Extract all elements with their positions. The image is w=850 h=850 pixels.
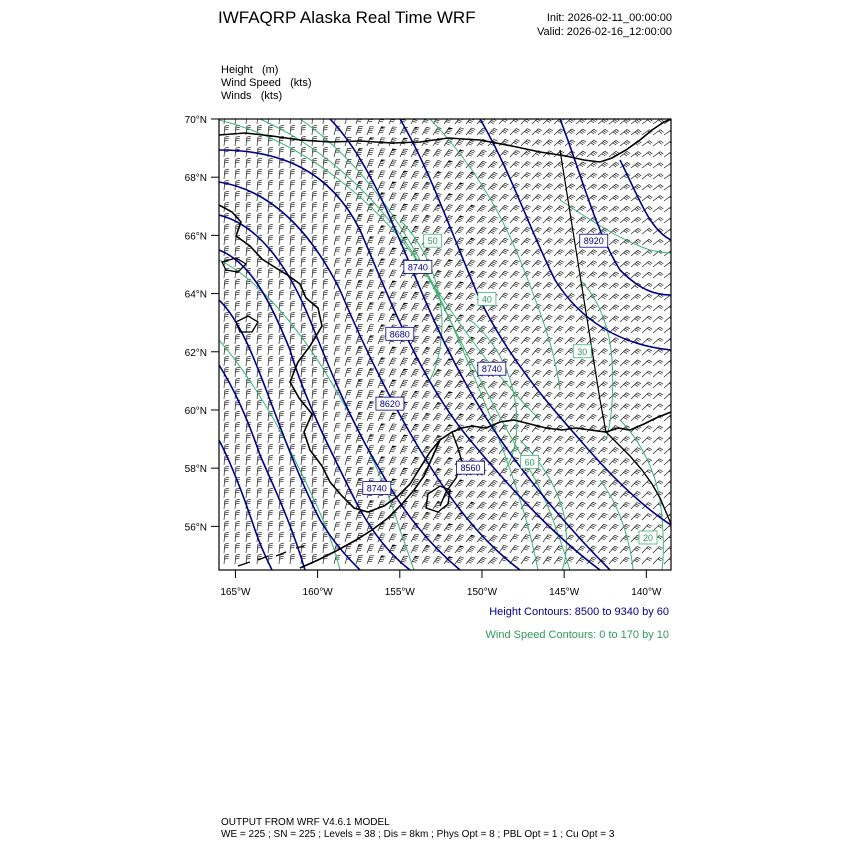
wind-speed-contour-label: 60 xyxy=(524,457,535,468)
lon-tick-label: 165°W xyxy=(220,587,251,598)
wind-speed-contour-label: 50 xyxy=(427,236,438,247)
height-contour-legend: Height Contours: 8500 to 9340 by 60 xyxy=(489,606,669,618)
height-contour-label: 8740 xyxy=(366,483,387,494)
wind-speed-contour-label: 30 xyxy=(577,346,588,357)
height-contour-label: 8620 xyxy=(379,399,400,410)
height-contour-label: 8560 xyxy=(460,463,481,474)
model-info-line-2: WE = 225 ; SN = 225 ; Levels = 38 ; Dis = 8km ; Phys Opt = 8 ; PBL Opt = 1 ; Cu Opt = 3 xyxy=(221,829,615,840)
lon-tick-label: 160°W xyxy=(302,587,333,598)
height-contour-label: 8920 xyxy=(583,236,604,247)
lat-tick-label: 58°N xyxy=(184,464,207,476)
lon-tick-label: 145°W xyxy=(549,587,580,598)
lat-tick-label: 68°N xyxy=(184,173,207,185)
lat-tick-label: 56°N xyxy=(184,522,207,534)
map-title: IWFAQRP Alaska Real Time WRF xyxy=(218,8,476,27)
field-label-winds: Winds (kts) xyxy=(221,90,283,102)
lon-tick-label: 140°W xyxy=(631,587,662,598)
lat-tick-label: 70°N xyxy=(184,115,207,126)
field-label-height: Height (m) xyxy=(221,64,279,76)
init-time: Init: 2026-02-11_00:00:00 xyxy=(546,12,672,24)
valid-time: Valid: 2026-02-16_12:00:00 xyxy=(537,26,672,38)
wind-speed-contour-label: 40 xyxy=(481,294,492,305)
lon-tick-label: 150°W xyxy=(466,587,498,598)
wind-speed-contour-label: 20 xyxy=(642,532,653,543)
height-contour-label: 8740 xyxy=(481,364,502,375)
lat-tick-label: 66°N xyxy=(184,231,207,243)
field-label-wind-speed: Wind Speed (kts) xyxy=(221,77,312,89)
lat-tick-label: 60°N xyxy=(184,405,207,417)
lon-tick-label: 155°W xyxy=(384,587,415,598)
lat-tick-label: 62°N xyxy=(184,347,207,359)
model-info-line-1: OUTPUT FROM WRF V4.6.1 MODEL xyxy=(221,817,390,828)
height-contour-label: 8740 xyxy=(407,262,428,273)
wind-contour-legend: Wind Speed Contours: 0 to 170 by 10 xyxy=(485,629,669,641)
height-contour-label: 8680 xyxy=(389,329,410,340)
lat-tick-label: 64°N xyxy=(184,289,207,301)
